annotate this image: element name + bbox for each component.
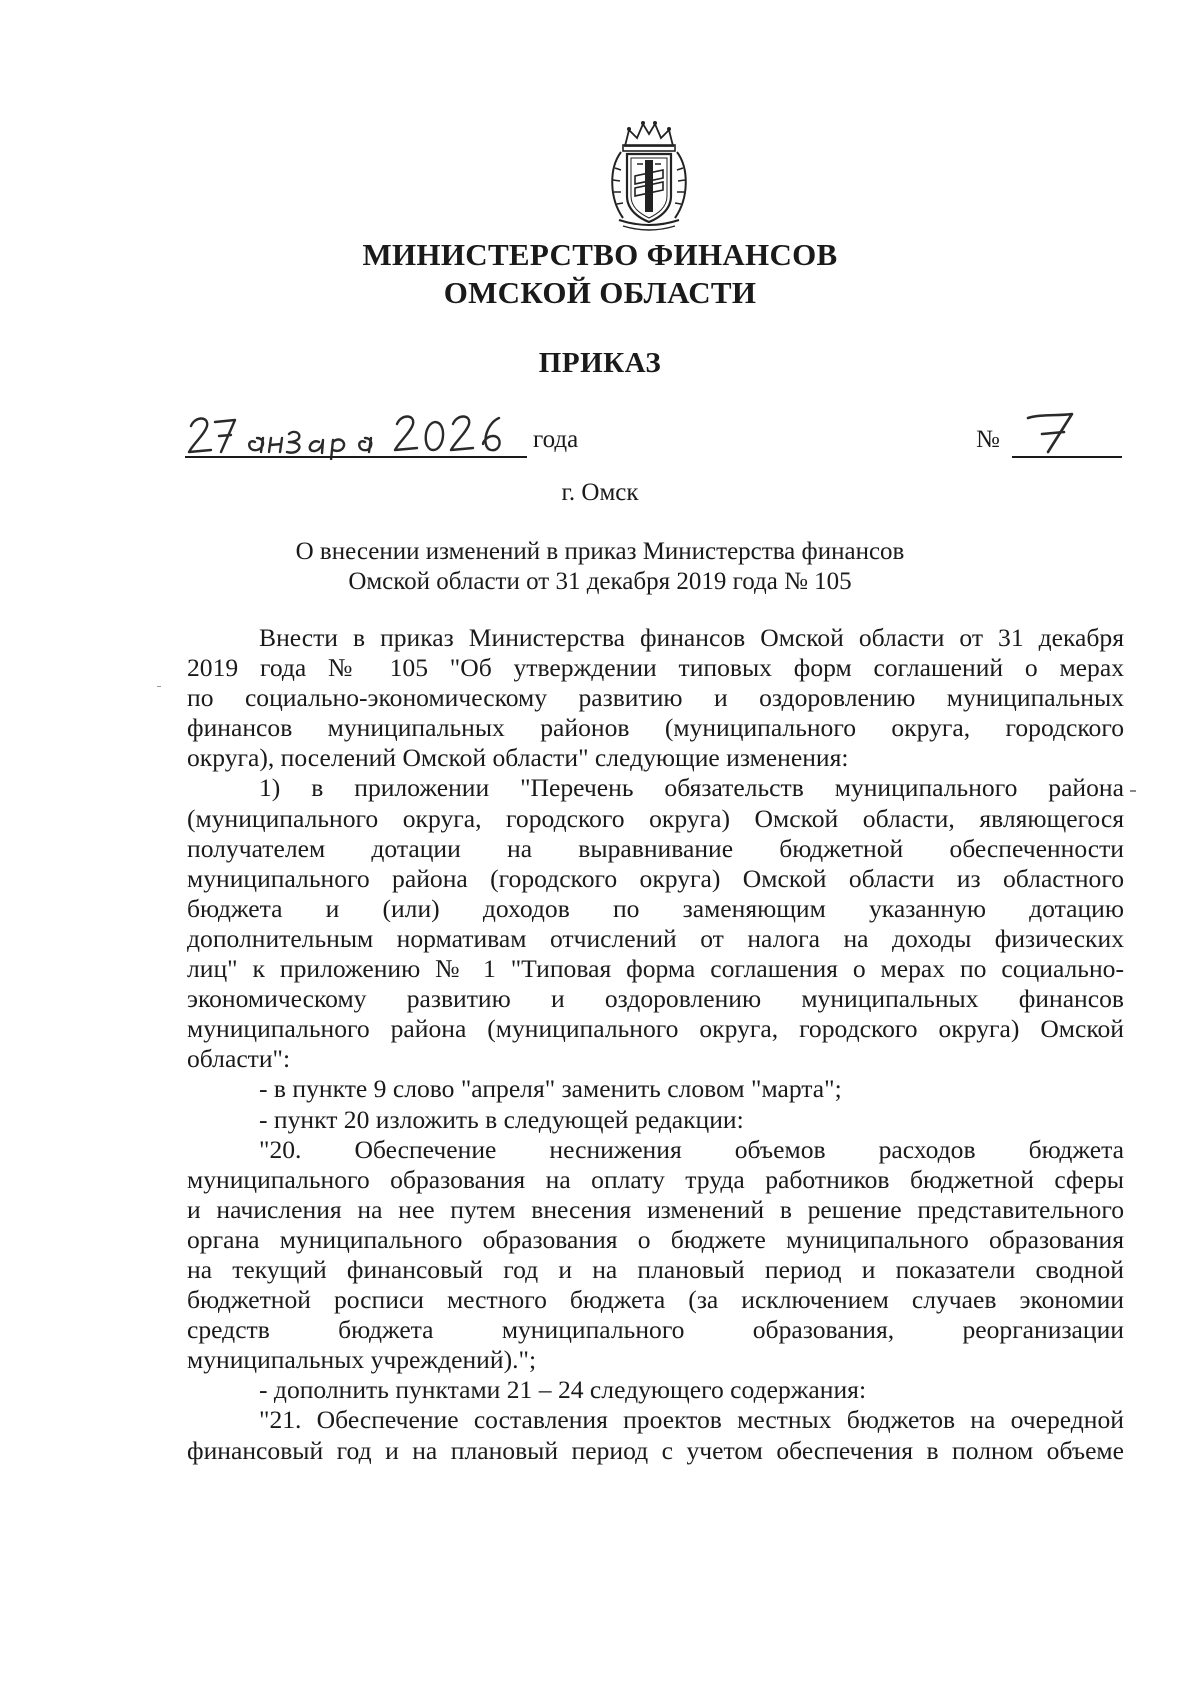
number-underline <box>1012 456 1122 458</box>
body-line: "20. Обеспечение неснижения объемов расходов бюджета <box>259 1134 1124 1164</box>
order-number <box>976 410 1126 462</box>
body-line: по социально-экономическому развитию и оздоровлению муниципальных <box>187 683 1124 713</box>
body-line: дополнительным нормативам отчислений от налога на доходы физических <box>187 923 1124 953</box>
city-name: г. Омск <box>561 479 639 506</box>
body-line: муниципальных учреждений)."; <box>187 1345 537 1375</box>
scan-mark-right <box>1130 790 1136 792</box>
date-underline <box>185 456 527 458</box>
body-line: муниципального района (городского округа) Омской области из областного <box>187 863 1124 893</box>
order-body-text <box>187 623 1124 1466</box>
body-line: средств бюджета муниципального образования, реорганизации <box>187 1315 1124 1345</box>
body-line: 2019 года № 105 "Об утверждении типовых форм соглашений о мерах <box>187 653 1124 683</box>
ministry-name-line1: МИНИСТЕРСТВО ФИНАНСОВ <box>362 237 838 272</box>
ministry-name <box>300 236 900 312</box>
body-line: и начисления на нее путем внесения изменений в решение представительного <box>187 1194 1124 1224</box>
handwritten-date-signature <box>185 408 525 460</box>
body-line: области": <box>187 1044 291 1074</box>
ministry-name-line2: ОМСКОЙ ОБЛАСТИ <box>443 275 757 310</box>
body-line: - дополнить пунктами 21 – 24 следующего содержания: <box>259 1375 867 1405</box>
body-line: экономическому развитию и оздоровлению муниципальных финансов <box>187 984 1124 1014</box>
date-suffix-year-word: года <box>533 426 579 453</box>
handwritten-number-text <box>976 410 977 411</box>
body-line: получателем дотации на выравнивание бюджетной обеспеченности <box>187 833 1124 863</box>
body-line: лиц" к приложению № 1 "Типовая форма соглашения о мерах по социально- <box>187 954 1124 984</box>
body-line: 1) в приложении "Перечень обязательств муниципального района <box>259 773 1124 803</box>
body-line: - в пункте 9 слово "апреля" заменить словом "марта"; <box>259 1074 842 1104</box>
body-line: - пункт 20 изложить в следующей редакции: <box>259 1104 744 1134</box>
body-line: муниципального образования на оплату труда работников бюджетной сферы <box>187 1164 1124 1194</box>
number-sign: № <box>976 426 1000 453</box>
omsk-coat-of-arms-emblem <box>605 118 693 233</box>
body-line: на текущий финансовый год и на плановый период и показатели сводной <box>187 1254 1124 1284</box>
scan-mark <box>157 686 161 687</box>
handwritten-number-seven <box>1014 410 1094 456</box>
body-line: (муниципального округа, городского округа) Омской области, являющегося <box>187 803 1124 833</box>
body-line: финансовый год и на плановый период с учетом обеспечения в полном объеме <box>187 1435 1124 1465</box>
body-line: муниципального района (муниципального округа, городского округа) Омской <box>187 1014 1124 1044</box>
body-line: Внести в приказ Министерства финансов Омской области от 31 декабря <box>259 623 1124 652</box>
body-line: бюджетной росписи местного бюджета (за исключением случаев экономии <box>187 1285 1124 1315</box>
order-subject-line1: О внесении изменений в приказ Министерства финансов <box>295 538 905 565</box>
body-line: округа), поселений Омской области" следующие изменения: <box>187 743 849 773</box>
order-date <box>185 408 605 460</box>
order-subject-line2: Омской области от 31 декабря 2019 года № 105 <box>348 568 852 595</box>
body-line: органа муниципального образования о бюджете муниципального образования <box>187 1224 1124 1254</box>
body-line: бюджета и (или) доходов по заменяющим указанную дотацию <box>187 893 1124 923</box>
document-type-title: ПРИКАЗ <box>538 347 662 379</box>
order-subject <box>200 537 1000 597</box>
body-line: "21. Обеспечение составления проектов местных бюджетов на очередной <box>259 1405 1124 1435</box>
body-line: финансов муниципальных районов (муниципального округа, городского <box>187 713 1124 743</box>
